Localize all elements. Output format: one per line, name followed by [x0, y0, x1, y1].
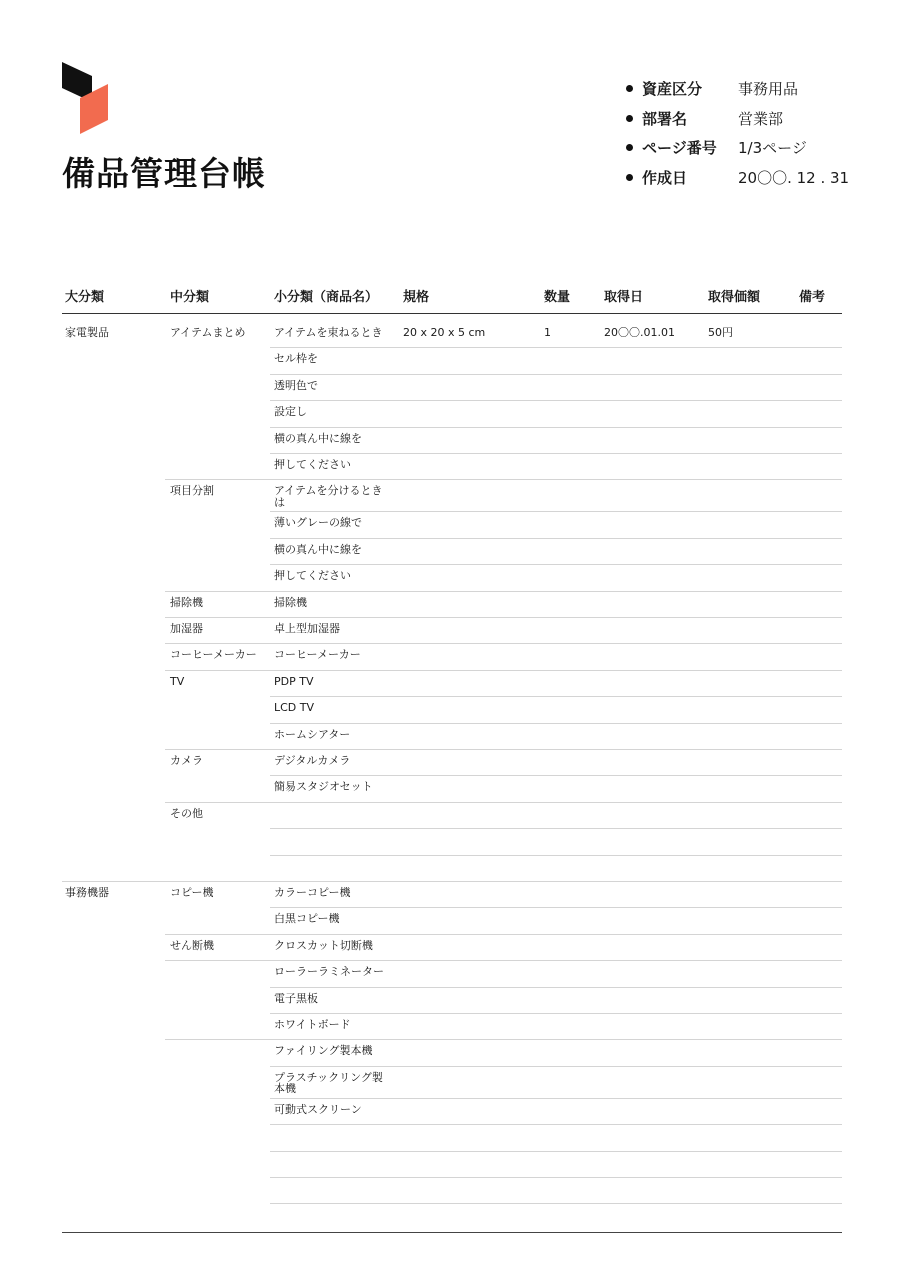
row-divider	[270, 696, 842, 697]
row-divider	[270, 427, 842, 428]
item-name-cell: 透明色で	[274, 378, 318, 392]
item-name-cell: 横の真ん中に線を	[274, 431, 362, 445]
item-name-cell: 薄いグレーの線で	[274, 516, 362, 530]
row-divider	[270, 1203, 842, 1204]
major-category-cell: 事務機器	[65, 886, 109, 899]
group-divider	[165, 802, 842, 803]
item-name-cell: コーヒーメーカー	[274, 648, 361, 662]
row-divider	[270, 1013, 842, 1014]
group-divider	[165, 643, 842, 644]
item-name-cell: 簡易スタジオセット	[274, 780, 373, 794]
header-item-name: 小分類（商品名）	[274, 290, 379, 305]
item-name-cell: ファイリング製本機	[274, 1044, 373, 1058]
info-row-page-number	[626, 133, 849, 163]
row-divider	[270, 1066, 842, 1067]
group-divider	[165, 934, 842, 935]
group-divider	[165, 1039, 842, 1040]
header-quantity: 数量	[544, 290, 571, 305]
group-divider	[165, 670, 842, 671]
middle-category-cell: コピー機	[170, 886, 214, 899]
middle-category-cell: せん断機	[170, 938, 214, 952]
item-name-cell: PDP TV	[274, 674, 314, 688]
middle-category-cell: その他	[170, 806, 203, 820]
group-divider	[165, 749, 842, 750]
info-row-department	[626, 104, 849, 134]
item-name-cell: 白黒コピー機	[274, 912, 340, 926]
header-note: 備考	[799, 290, 826, 305]
item-name-cell: 可動式スクリーン	[274, 1102, 362, 1116]
middle-category-cell: 掃除機	[170, 595, 203, 609]
info-value: 1/3ページ	[738, 139, 807, 158]
info-row-asset-class	[626, 74, 849, 104]
header-middle-category: 中分類	[170, 290, 210, 305]
item-name-cell: プラスチックリング製本機	[274, 1070, 383, 1096]
row-divider	[270, 538, 842, 539]
item-name-cell: 設定し	[274, 405, 307, 419]
header-major-category: 大分類	[65, 290, 105, 305]
item-name-cell: アイテムを分けるときは	[274, 484, 383, 509]
group-divider	[165, 960, 842, 961]
item-name-cell: ホワイトボード	[274, 1018, 351, 1031]
row-divider	[270, 987, 842, 988]
row-divider	[270, 1098, 842, 1099]
major-category-cell: 家電製品	[65, 326, 109, 339]
row-divider	[270, 855, 842, 856]
row-divider	[270, 907, 842, 908]
row-divider	[270, 828, 842, 829]
item-name-cell: クロスカット切断機	[274, 938, 373, 952]
middle-category-cell: カメラ	[170, 754, 203, 767]
row-divider	[270, 723, 842, 724]
info-value: 20〇〇. 12 . 31	[738, 168, 850, 187]
group-divider	[165, 617, 842, 618]
item-name-cell: セル枠を	[274, 352, 318, 366]
row-divider	[270, 775, 842, 776]
category-divider	[62, 881, 842, 882]
middle-category-cell: TV	[170, 674, 185, 688]
row-divider	[270, 1151, 842, 1152]
item-name-cell: 掃除機	[274, 595, 307, 609]
info-value: 事務用品	[738, 80, 799, 99]
header-acquired-price: 取得価額	[708, 290, 761, 305]
row-divider	[270, 453, 842, 454]
item-name-cell: 横の真ん中に線を	[274, 542, 362, 556]
header-acquired-date: 取得日	[604, 290, 644, 305]
item-name-cell: カラーコピー機	[274, 886, 351, 899]
info-label: 部署名	[642, 109, 688, 128]
row-divider	[270, 347, 842, 348]
table-bottom-rule	[62, 1232, 842, 1233]
item-name-cell: 電子黒板	[274, 991, 318, 1005]
item-name-cell: デジタルカメラ	[274, 754, 351, 767]
spec-cell: 20 x 20 x 5 cm	[403, 326, 486, 339]
row-divider	[270, 374, 842, 375]
info-row-created-date	[626, 163, 849, 193]
info-label: 資産区分	[642, 80, 703, 99]
bullet-icon	[626, 115, 633, 122]
bullet-icon	[626, 144, 633, 151]
acquired-date-cell: 20〇〇.01.01	[604, 326, 675, 339]
info-label: 作成日	[642, 168, 688, 187]
middle-category-cell: アイテムまとめ	[170, 326, 246, 339]
item-name-cell: 押してください	[274, 569, 351, 583]
info-label: ページ番号	[642, 139, 717, 158]
middle-category-cell: 項目分割	[170, 484, 214, 498]
acquired-price-cell: 50円	[708, 326, 733, 339]
quantity-cell: 1	[544, 326, 551, 339]
item-name-cell: ローラーラミネーター	[274, 965, 384, 979]
row-divider	[270, 400, 842, 401]
middle-category-cell: 加湿器	[170, 622, 203, 635]
company-logo	[60, 62, 110, 134]
row-divider	[270, 564, 842, 565]
item-name-cell: 卓上型加湿器	[274, 622, 340, 635]
item-name-cell: アイテムを束ねるとき	[274, 326, 383, 339]
row-divider	[270, 1177, 842, 1178]
group-divider	[165, 479, 842, 480]
middle-category-cell: コーヒーメーカー	[170, 648, 257, 662]
item-name-cell: 押してください	[274, 458, 351, 471]
document-info	[626, 74, 849, 192]
header-spec: 規格	[403, 290, 430, 305]
table-header	[62, 276, 842, 314]
page-title: 備品管理台帳	[62, 154, 266, 193]
item-name-cell: LCD TV	[274, 701, 315, 715]
bullet-icon	[626, 174, 633, 181]
bullet-icon	[626, 85, 633, 92]
group-divider	[165, 591, 842, 592]
row-divider	[270, 1124, 842, 1125]
row-divider	[270, 511, 842, 512]
info-value: 営業部	[738, 109, 784, 128]
item-name-cell: ホームシアター	[274, 727, 351, 741]
